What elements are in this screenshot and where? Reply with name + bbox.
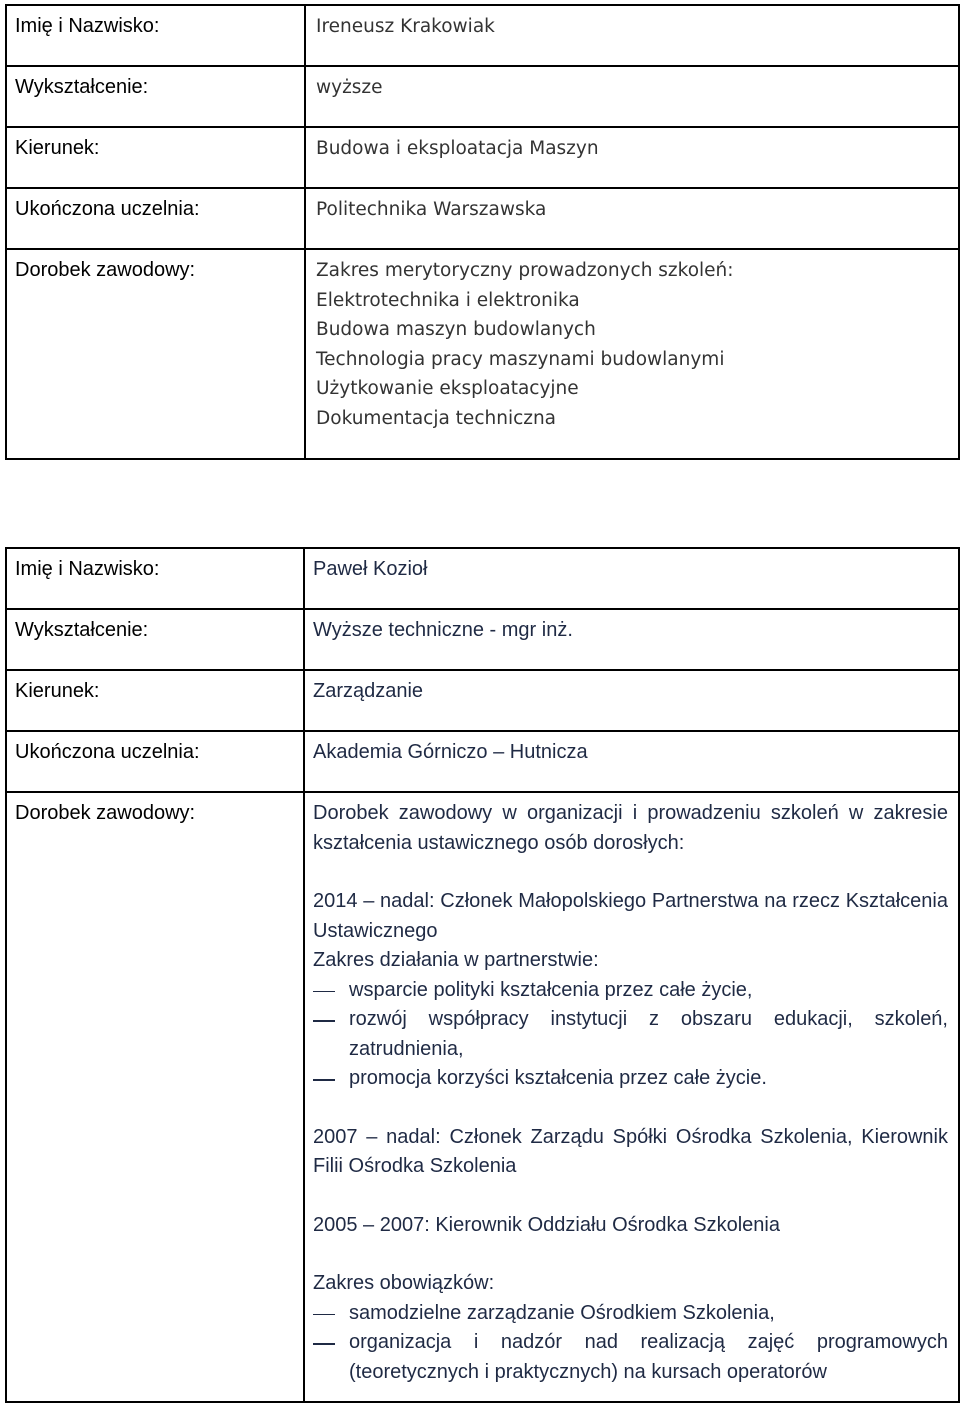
entry-2007: 2007 – nadal: Członek Zarządu Spółki Ośrodka Szkolenia, Kierownik Filii Ośrodka Szkolenia	[313, 1125, 948, 1177]
experience-line: Zakres merytoryczny prowadzonych szkoleń:	[316, 260, 734, 281]
label-name: Imię i Nazwisko:	[6, 548, 304, 609]
row-field	[6, 127, 959, 188]
entry-2005: 2005 – 2007: Kierownik Oddziału Ośrodka Szkolenia	[313, 1213, 780, 1236]
experience-line: Elektrotechnika i elektronika	[316, 289, 580, 311]
row-experience	[6, 249, 959, 459]
label-university: Ukończona uczelnia:	[6, 188, 305, 249]
value-name: Paweł Kozioł	[304, 548, 959, 609]
list-item: organizacja i nadzór nad realizacją zajęć programowych (teoretycznych i praktycznych) na kursach operatorów	[313, 1328, 948, 1387]
row-university	[6, 188, 959, 249]
experience-intro: Dorobek zawodowy w organizacji i prowadzeniu szkoleń w zakresie kształcenia ustawicznego osób dorosłych:	[313, 802, 948, 854]
value-university: Akademia Górniczo – Hutnicza	[304, 731, 959, 792]
value-education: Wyższe techniczne - mgr inż.	[304, 609, 959, 670]
value-university: Politechnika Warszawska	[305, 188, 959, 249]
label-experience: Dorobek zawodowy:	[6, 249, 305, 459]
label-experience: Dorobek zawodowy:	[6, 792, 304, 1402]
scope-list	[313, 976, 948, 1094]
cv-table-2	[5, 547, 960, 1403]
label-field: Kierunek:	[6, 127, 305, 188]
entry-2014: 2014 – nadal: Członek Małopolskiego Partnerstwa na rzecz Kształcenia Ustawicznego	[313, 890, 948, 942]
row-education	[6, 609, 959, 670]
row-university	[6, 731, 959, 792]
duties-list	[313, 1299, 948, 1388]
list-item: promocja korzyści kształcenia przez całe życie.	[313, 1064, 948, 1094]
experience-line: Użytkowanie eksploatacyjne	[316, 378, 579, 399]
experience-line: Dokumentacja techniczna	[316, 407, 557, 429]
label-university: Ukończona uczelnia:	[6, 731, 304, 792]
row-name	[6, 5, 959, 66]
row-education	[6, 66, 959, 127]
label-name: Imię i Nazwisko:	[6, 5, 305, 66]
label-education: Wykształcenie:	[6, 66, 305, 127]
row-field	[6, 670, 959, 731]
list-item: rozwój współpracy instytucji z obszaru edukacji, szkoleń, zatrudnienia,	[313, 1005, 948, 1064]
value-experience	[304, 792, 959, 1402]
scope-label: Zakres działania w partnerstwie:	[313, 949, 599, 971]
cv-table-1	[5, 4, 960, 460]
list-item: wsparcie polityki kształcenia przez całe życie,	[313, 976, 948, 1006]
experience-line: Budowa maszyn budowlanych	[316, 319, 596, 340]
value-name: Ireneusz Krakowiak	[305, 5, 959, 66]
list-item: samodzielne zarządzanie Ośrodkiem Szkolenia,	[313, 1299, 948, 1329]
label-education: Wykształcenie:	[6, 609, 304, 670]
label-field: Kierunek:	[6, 670, 304, 731]
value-field: Zarządzanie	[304, 670, 959, 731]
duties-label: Zakres obowiązków:	[313, 1272, 495, 1294]
row-name	[6, 548, 959, 609]
value-field: Budowa i eksploatacja Maszyn	[305, 127, 959, 188]
value-experience	[305, 249, 959, 459]
experience-line: Technologia pracy maszynami budowlanymi	[316, 348, 725, 370]
row-experience	[6, 792, 959, 1402]
value-education: wyższe	[305, 66, 959, 127]
